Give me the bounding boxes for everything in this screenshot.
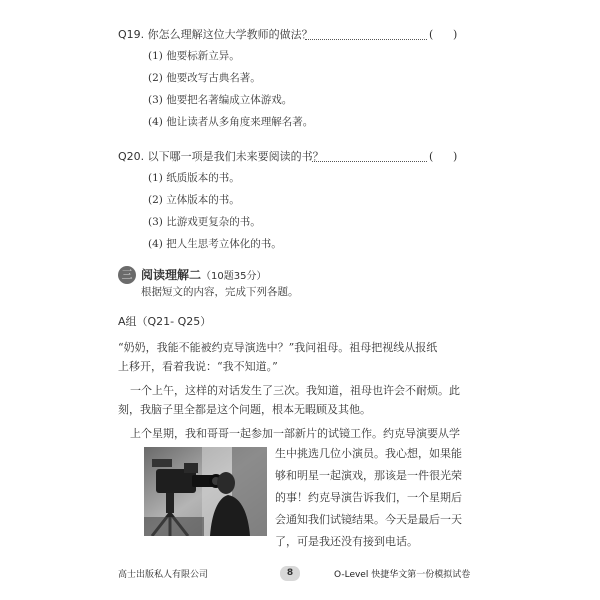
passage-line: 刻，我脑子里全都是这个问题，根本无暇顾及其他。 bbox=[118, 403, 371, 416]
option: (2) 他要改写古典名著。 bbox=[148, 72, 261, 84]
camera-operator-photo bbox=[144, 447, 267, 536]
passage-line: 的事！约克导演告诉我们，一个星期后 bbox=[275, 491, 462, 504]
answer-paren-open: ( bbox=[429, 28, 434, 41]
section-title-text: 阅读理解二 bbox=[141, 268, 202, 282]
section-instruction: 根据短文的内容，完成下列各题。 bbox=[141, 286, 299, 298]
answer-paren-close: ) bbox=[453, 150, 458, 163]
section-subtitle: （10题35分） bbox=[201, 271, 267, 282]
answer-paren-open: ( bbox=[429, 150, 434, 163]
option: (4) 他让读者从多角度来理解名著。 bbox=[148, 116, 314, 128]
dotted-leader bbox=[305, 39, 427, 40]
option: (1) 纸质版本的书。 bbox=[148, 172, 240, 184]
answer-paren-close: ) bbox=[453, 28, 458, 41]
option: (1) 他要标新立异。 bbox=[148, 50, 240, 62]
section-number-badge: 三 bbox=[118, 266, 136, 284]
passage-line: “奶奶，我能不能被约克导演选中？”我问祖母。祖母把视线从报纸 bbox=[118, 341, 438, 354]
footer-series: O-Level 快捷华文第一份模拟试卷 bbox=[334, 570, 471, 580]
passage-line: 上个星期，我和哥哥一起参加一部新片的试镜工作。约克导演要从学 bbox=[130, 427, 460, 440]
passage-line: 会通知我们试镜结果。今天是最后一天 bbox=[275, 513, 462, 526]
option: (2) 立体版本的书。 bbox=[148, 194, 240, 206]
question-19 bbox=[118, 28, 313, 42]
passage-line: 了，可是我还没有接到电话。 bbox=[275, 535, 418, 548]
passage-line: 够和明星一起演戏，那该是一件很光荣 bbox=[275, 469, 462, 482]
question-text: 你怎么理解这位大学教师的做法？ bbox=[147, 28, 313, 41]
dotted-leader bbox=[312, 161, 427, 162]
camera-operator-illustration bbox=[144, 447, 267, 536]
option: (3) 他要把名著编成立体游戏。 bbox=[148, 94, 293, 106]
page-number: 8 bbox=[280, 566, 300, 581]
option: (4) 把人生思考立体化的书。 bbox=[148, 238, 282, 250]
question-number: Q20. bbox=[118, 150, 145, 163]
section-title bbox=[141, 267, 266, 285]
option: (3) 比游戏更复杂的书。 bbox=[148, 216, 261, 228]
passage-line: 上移开，看着我说：“我不知道。” bbox=[118, 360, 278, 373]
passage-line: 生中挑选几位小演员。我心想，如果能 bbox=[275, 447, 462, 460]
footer-publisher: 高士出版私人有限公司 bbox=[118, 570, 209, 580]
group-label: A组（Q21- Q25） bbox=[118, 315, 212, 328]
question-20 bbox=[118, 150, 324, 164]
question-text: 以下哪一项是我们未来要阅读的书？ bbox=[147, 150, 324, 163]
passage-line: 一个上午，这样的对话发生了三次。我知道，祖母也许会不耐烦。此 bbox=[130, 384, 460, 397]
question-number: Q19. bbox=[118, 28, 145, 41]
